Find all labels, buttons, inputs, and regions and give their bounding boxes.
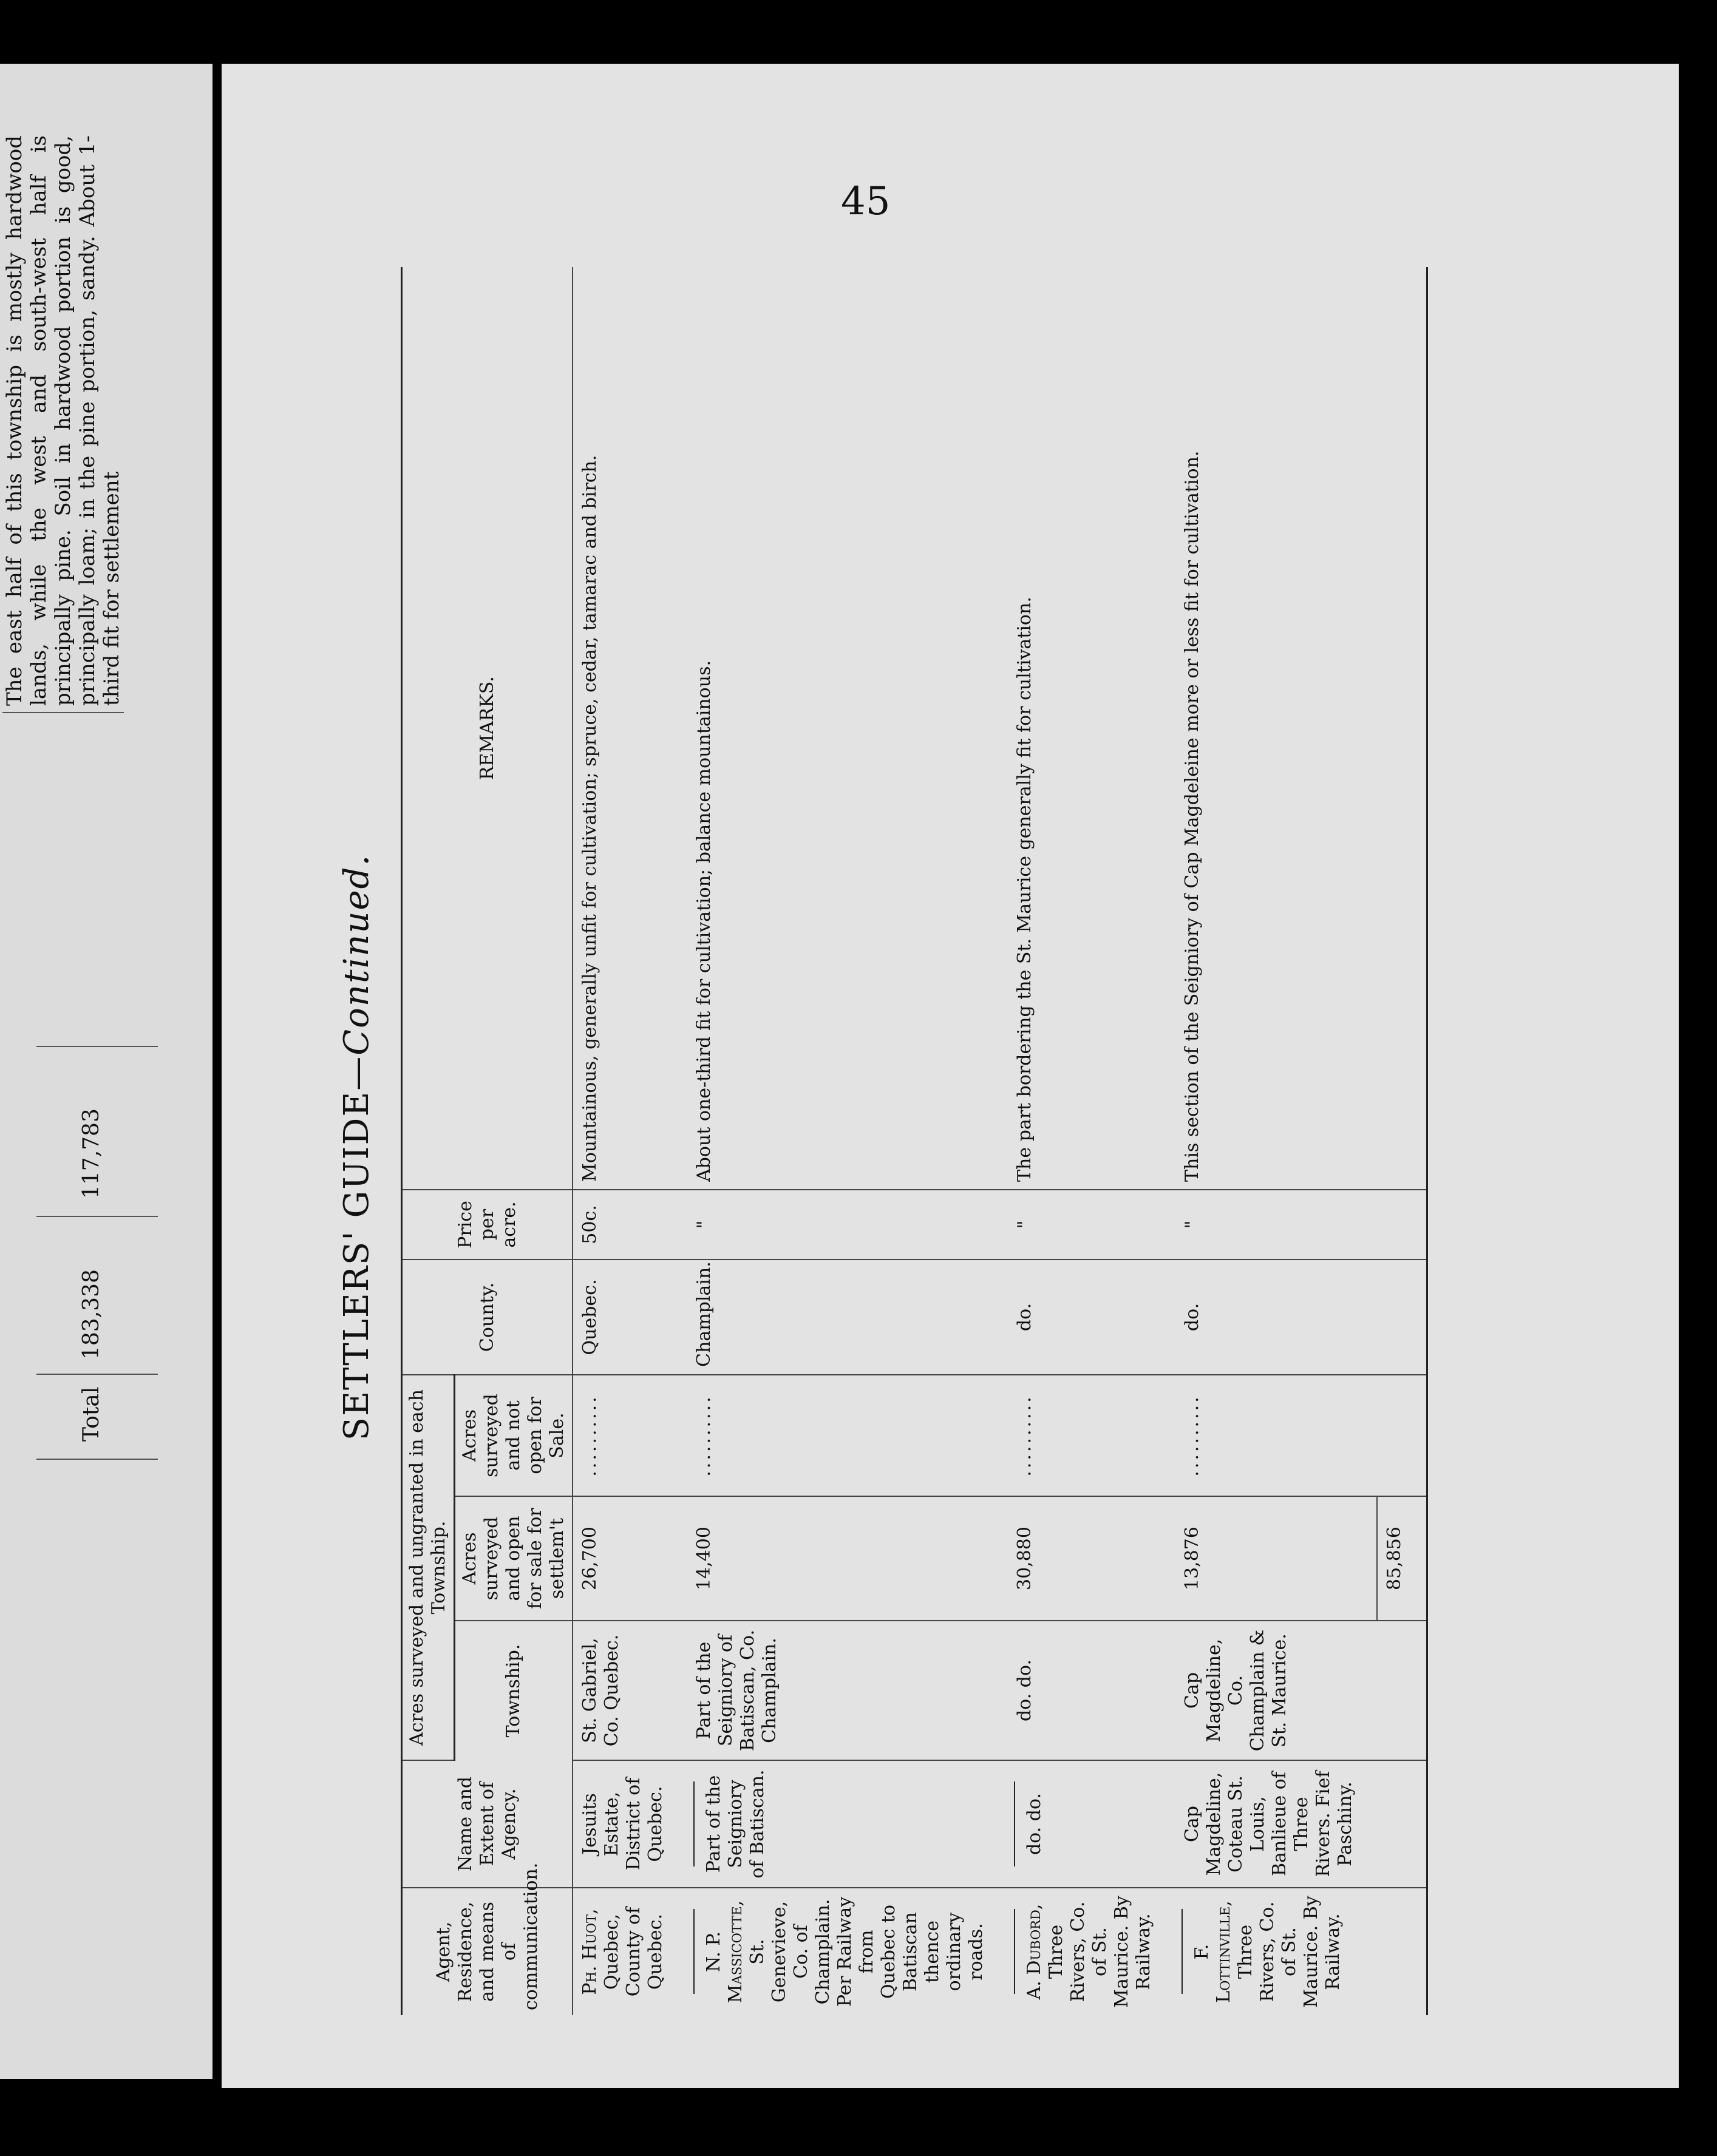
title-text: SETTLERS' GUIDE: [337, 1090, 376, 1441]
agent-details: Three Rivers, Co. of St. Maurice. By Railway.: [1046, 1896, 1154, 2008]
total-surveyed-not-open: 117,783: [79, 1108, 104, 1199]
column-rule: [36, 1046, 158, 1047]
table-row: [1175, 267, 1377, 2015]
open-acres-cell: 13,876: [1175, 1496, 1377, 1621]
price-cell: 50c.: [573, 1190, 687, 1259]
header-township: Township.: [455, 1621, 573, 1760]
table-row: [687, 267, 1008, 2015]
total-open-acres: 85,856: [1377, 1496, 1427, 1621]
not-open-acres-cell: ..........: [1008, 1375, 1175, 1496]
agency-cell: [1008, 1760, 1175, 1888]
remarks-cell: The part bordering the St. Maurice generally fit for cultivation.: [1008, 267, 1175, 1190]
header-price: Price per acre.: [402, 1190, 573, 1259]
page-number: 45: [841, 179, 891, 224]
column-rule: [36, 1216, 158, 1217]
header-row: [402, 267, 455, 2015]
county-cell: do.: [1008, 1259, 1175, 1375]
price-cell: ": [1008, 1190, 1175, 1259]
price-cell: ": [1175, 1190, 1377, 1259]
not-open-acres-cell: ..........: [687, 1375, 1008, 1496]
agent-cell: [1008, 1888, 1175, 2015]
county-cell: do.: [1175, 1259, 1377, 1375]
header-county: County.: [402, 1259, 573, 1375]
header-open: Acres surveyed and open for sale for settlem't: [455, 1496, 573, 1621]
open-acres-cell: 14,400: [687, 1496, 1008, 1621]
agent-details: Three Rivers, Co. of St. Maurice. By Railway.: [1235, 1896, 1344, 2008]
total-row: [1377, 267, 1427, 2015]
county-cell: Champlain.: [687, 1259, 1008, 1375]
column-rule: [36, 1374, 158, 1375]
not-open-acres-cell: ..........: [573, 1375, 687, 1496]
rotated-content: [325, 246, 1478, 2049]
remarks-cell: Mountainous, generally unfit for cultivation; spruce, cedar, tamarac and birch.: [573, 267, 687, 1190]
township-cell: Part of the Seigniory of Batiscan, Co. Champlain.: [687, 1621, 1008, 1760]
county-cell: Quebec.: [573, 1259, 687, 1375]
header-agency: Name and Extent of Agency.: [402, 1760, 573, 1888]
agent-details: Quebec, County of Quebec.: [601, 1907, 666, 1997]
price-cell: ": [687, 1190, 1008, 1259]
table-row: [573, 267, 687, 2015]
separator-rule: [1014, 1781, 1015, 1866]
header-remarks: REMARKS.: [402, 267, 573, 1190]
header-acres-group: Acres surveyed and ungranted in each Township.: [402, 1375, 455, 1760]
agency-cell: Cap Magdeline, Coteau St. Louis, Banlieue of Three Rivers. Fief Paschiny.: [1175, 1760, 1377, 1888]
agent-name: N. P. Massicotte,: [703, 1900, 746, 2004]
header-not-open: Acres surveyed and not open for Sale.: [455, 1375, 573, 1496]
title-suffix: Continued.: [337, 853, 376, 1056]
agent-cell: [1175, 1888, 1377, 2015]
separator-rule: [1182, 1910, 1183, 1995]
remarks-cell: This section of the Seigniory of Cap Magdeleine more or less fit for cultivation.: [1175, 267, 1377, 1190]
not-open-acres-cell: ..........: [1175, 1375, 1377, 1496]
agency-text: Part of the Seigniory of Batiscan.: [703, 1769, 768, 1879]
agency-text: do. do.: [1024, 1792, 1045, 1856]
total-surveyed-open: 183,338: [79, 1269, 104, 1360]
agent-name: A. Dubord,: [1024, 1903, 1045, 2000]
agency-cell: Jesuits Estate, District of Quebec.: [573, 1760, 687, 1888]
township-cell: do. do.: [1008, 1621, 1175, 1760]
separator-rule: [693, 1781, 695, 1866]
township-remark: The east half of this township is mostly hardwood lands, while the west and south-west half is principally pine. Soil in hardwood portion is good, principally loam; in the pine portion, sandy. About 1-third fit for settlement: [2, 135, 124, 713]
open-acres-cell: 26,700: [573, 1496, 687, 1621]
remarks-cell: About one-third fit for cultivation; balance mountainous.: [687, 267, 1008, 1190]
column-rule: [36, 1459, 158, 1460]
agent-name: Ph. Huot,: [579, 1908, 600, 1995]
agent-details: St. Genevieve, Co. of Champlain. Per Railway from Quebec to Batiscan thence ordinary roads.: [747, 1896, 987, 2007]
table-row: [1008, 267, 1175, 2015]
township-cell: St. Gabriel, Co. Quebec.: [573, 1621, 687, 1760]
agent-cell: [687, 1888, 1008, 2015]
separator-rule: [1014, 1910, 1015, 1995]
open-acres-cell: 30,880: [1008, 1496, 1175, 1621]
page-title: SETTLERS' GUIDE—Continued.: [337, 853, 376, 1441]
total-label: Total: [79, 1386, 104, 1442]
separator-rule: [693, 1910, 695, 1995]
agent-name: F. Lottinville,: [1191, 1900, 1234, 2003]
previous-page-content: [0, 64, 212, 2079]
settlers-guide-table: [401, 267, 1428, 2015]
header-agent: Agent, Residence, and means of communication.: [402, 1888, 573, 2015]
township-cell: Cap Magdeline, Co. Champlain & St. Maurice.: [1175, 1621, 1377, 1760]
agent-cell: [573, 1888, 687, 2015]
agency-cell: [687, 1760, 1008, 1888]
page: [222, 64, 1679, 2088]
previous-page-fragment: [0, 64, 212, 2079]
